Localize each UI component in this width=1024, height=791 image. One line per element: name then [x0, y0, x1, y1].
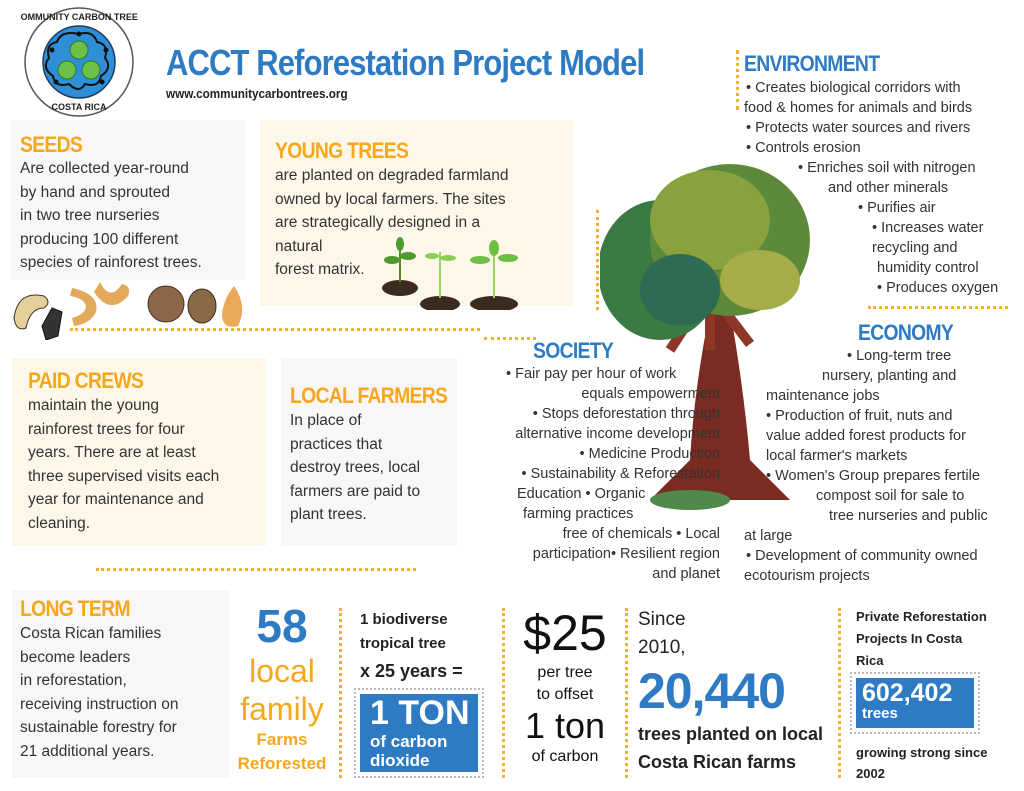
private-stat: Private Reforestation Projects In Costa Rica — [856, 609, 987, 668]
page-title: ACCT Reforestation Project Model — [166, 42, 645, 83]
economy-item: • Women's Group prepares fertile — [766, 468, 980, 484]
divider-dots — [502, 608, 505, 778]
economy-item: compost soil for sale to — [816, 488, 965, 504]
society-heading: SOCIETY — [533, 338, 614, 363]
connector-dots — [736, 50, 739, 110]
divider-dots — [838, 608, 841, 778]
economy-heading: ECONOMY — [858, 320, 954, 345]
economy-item: • Long-term tree — [847, 348, 952, 364]
logo — [20, 6, 138, 118]
connector-dots — [70, 328, 480, 331]
environment-item: • Controls erosion — [746, 140, 861, 156]
economy-item: at large — [744, 528, 793, 544]
seedling-icon — [382, 236, 532, 310]
environment-item: • Purifies air — [858, 200, 936, 216]
paid-crews-heading: PAID CREWS — [28, 368, 144, 393]
economy-item: local farmer's markets — [766, 448, 908, 464]
logo-ring-bottom-text: COSTA RICA — [51, 102, 107, 112]
economy-item: • Production of fruit, nuts and — [766, 408, 953, 424]
society-list: • Fair pay per hour of work equals empowerment • Stops deforestation through alternative income development • Medicine Production • Sustainability & Reforestation Education • Organic farming practices free of chemicals • Local participation• Resilient region and planet — [506, 366, 720, 582]
long-term-text: Costa Rican families become leaders in reforestation, receiving instruction on sustainable forestry for 21 additional years. — [20, 625, 179, 760]
economy-item: • Development of community owned — [746, 548, 978, 564]
divider-dots — [625, 608, 628, 778]
connector-dots — [484, 337, 536, 340]
farms-stat: 58 local family Farms Reforested — [232, 600, 332, 776]
environment-item: and other minerals — [828, 180, 949, 196]
environment-item: food & homes for animals and birds — [744, 100, 973, 116]
logo-ring-top-text: COMMUNITY CARBON TREES — [20, 12, 138, 22]
private-stat-footer: growing strong since 2002 — [856, 745, 988, 781]
economy-item: nursery, planting and — [822, 368, 957, 384]
website-url: www.communitycarbontrees.org — [166, 86, 348, 101]
seeds-heading: SEEDS — [20, 132, 83, 157]
planted-number: 20,440 — [638, 663, 785, 719]
private-trees-box: 602,402 trees — [850, 672, 980, 734]
price-amount: $25 — [523, 605, 607, 661]
price-stat: $25 per tree to offset 1 ton of carbon — [510, 604, 620, 768]
economy-item: tree nurseries and public — [829, 508, 988, 524]
divider-dots — [339, 608, 342, 778]
carbon-stat: 1 biodiverse tropical tree x 25 years = — [360, 611, 463, 681]
connector-dots — [596, 210, 599, 310]
young-trees-heading: YOUNG TREES — [275, 138, 409, 163]
environment-item: • Protects water sources and rivers — [746, 120, 971, 136]
economy-item: ecotourism projects — [744, 568, 870, 584]
connector-dots — [868, 306, 1008, 309]
local-farmers-text: In place of practices that destroy trees, local farmers are paid to plant trees. — [290, 412, 421, 523]
environment-item: • Enriches soil with nitrogen — [798, 160, 976, 176]
connector-dots — [96, 568, 416, 571]
environment-heading: ENVIRONMENT — [744, 51, 880, 76]
local-farmers-heading: LOCAL FARMERS — [290, 383, 448, 408]
carbon-ton-box: 1 TON of carbon dioxide — [354, 688, 484, 778]
economy-item: value added forest products for — [766, 428, 966, 444]
economy-item: maintenance jobs — [766, 388, 880, 404]
paid-crews-text: maintain the young rainforest trees for four years. There are at least three supervised visits each year for maintenance and cleaning. — [28, 397, 220, 532]
planted-stat: Since 2010, 20,440 trees planted on local Costa Rican farms — [638, 606, 838, 776]
farms-number: 58 — [256, 600, 308, 652]
seeds-text: Are collected year-round by hand and sprouted in two tree nurseries producing 100 different species of rainforest trees. — [20, 160, 202, 271]
environment-item: humidity control — [877, 260, 979, 276]
long-term-heading: LONG TERM — [20, 596, 130, 621]
environment-item: • Creates biological corridors with — [746, 80, 961, 96]
seedlings-illustration — [382, 236, 532, 310]
community-carbon-trees-logo-icon — [20, 6, 138, 118]
young-trees-text: are planted on degraded farmland owned by local farmers. The sites are strategically designed in a natural forest matrix. — [275, 167, 509, 278]
environment-item: recycling and — [872, 240, 958, 256]
environment-item: • Produces oxygen — [877, 280, 999, 296]
environment-item: • Increases water — [872, 220, 984, 236]
